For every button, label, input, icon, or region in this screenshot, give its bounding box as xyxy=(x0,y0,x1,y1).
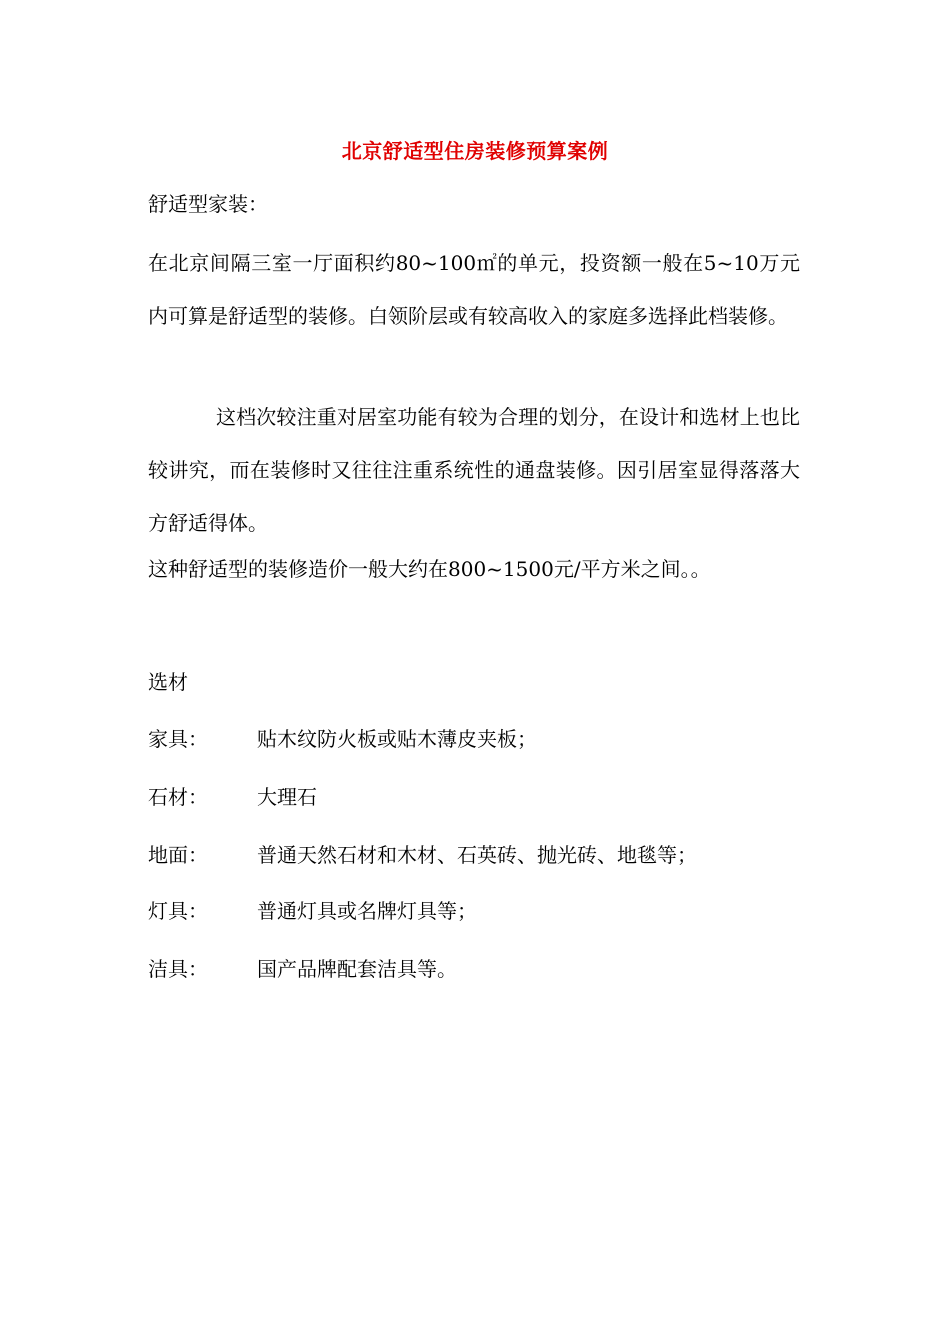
section-subtitle: 舒适型家装： xyxy=(148,192,268,216)
material-value: 国产品牌配套洁具等。 xyxy=(257,957,457,981)
document-title: 北京舒适型住房装修预算案例 xyxy=(341,139,609,163)
material-row-stone xyxy=(148,782,798,812)
paragraph-description: 这档次较注重对居室功能有较为合理的划分，在设计和选材上也比较讲究，而在装修时又往往注重系统性的通盘装修。因引居室显得落落大方舒适得体。 xyxy=(148,405,800,535)
material-label: 石材： xyxy=(148,785,208,809)
material-label: 家具： xyxy=(148,727,208,751)
material-label: 地面： xyxy=(148,843,208,867)
material-value: 大理石 xyxy=(257,785,317,809)
material-value: 普通天然石材和木材、石英砖、抛光砖、地毯等； xyxy=(257,843,697,867)
material-label: 灯具： xyxy=(148,899,208,923)
material-row-floor xyxy=(148,840,798,870)
paragraph-intro: 在北京间隔三室一厅面积约80~100㎡的单元，投资额一般在5~10万元内可算是舒适型的装修。白领阶层或有较高收入的家庭多选择此档装修。 xyxy=(148,251,800,328)
material-value: 贴木纹防火板或贴木薄皮夹板； xyxy=(257,727,537,751)
paragraph-cost: 这种舒适型的装修造价一般大约在800~1500元/平方米之间。。 xyxy=(148,557,711,581)
material-row-lighting xyxy=(148,896,798,926)
material-row-furniture xyxy=(148,724,798,754)
materials-heading: 选材 xyxy=(148,670,188,694)
material-value: 普通灯具或名牌灯具等； xyxy=(257,899,477,923)
material-label: 洁具： xyxy=(148,957,208,981)
material-row-sanitary xyxy=(148,954,798,984)
